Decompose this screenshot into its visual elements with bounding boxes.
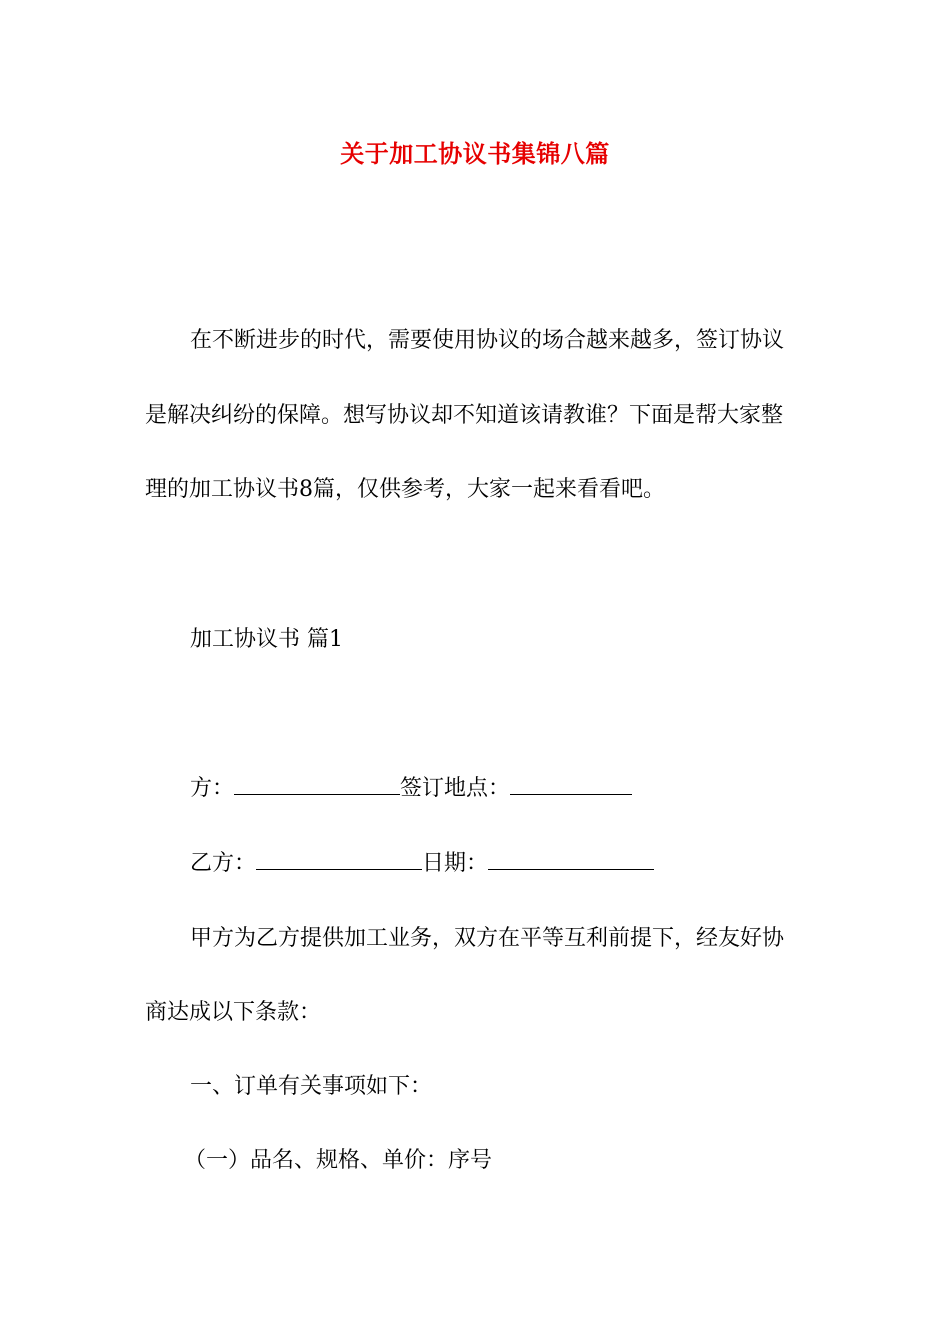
intro-line-2: 是解决纠纷的保障。想写协议却不知道该请教谁？下面是帮大家整 xyxy=(145,403,784,428)
party-a-blank xyxy=(234,774,400,795)
party-b-label: 乙方： xyxy=(190,851,257,876)
document-title: 关于加工协议书集锦八篇 xyxy=(340,139,610,168)
party-b-blank xyxy=(256,849,422,870)
section-heading: 加工协议书 篇1 xyxy=(190,627,343,652)
body-line-1: 甲方为乙方提供加工业务，双方在平等互利前提下，经友好协 xyxy=(190,926,785,951)
clause-1: 一、订单有关事项如下： xyxy=(190,1074,433,1099)
party-a-label: 方： xyxy=(190,776,235,801)
party-b-row xyxy=(190,849,654,879)
intro-line-1: 在不断进步的时代，需要使用协议的场合越来越多，签订协议 xyxy=(190,328,785,353)
party-a-row xyxy=(190,774,632,804)
sign-place-blank xyxy=(510,774,632,795)
date-label: 日期： xyxy=(422,851,489,876)
clause-1-1: （一）品名、规格、单价：序号 xyxy=(184,1148,493,1173)
intro-line-3: 理的加工协议书8篇，仅供参考，大家一起来看看吧。 xyxy=(145,477,665,502)
body-line-2: 商达成以下条款： xyxy=(145,1000,322,1025)
sign-place-label: 签订地点： xyxy=(400,776,511,801)
date-blank xyxy=(488,849,654,870)
